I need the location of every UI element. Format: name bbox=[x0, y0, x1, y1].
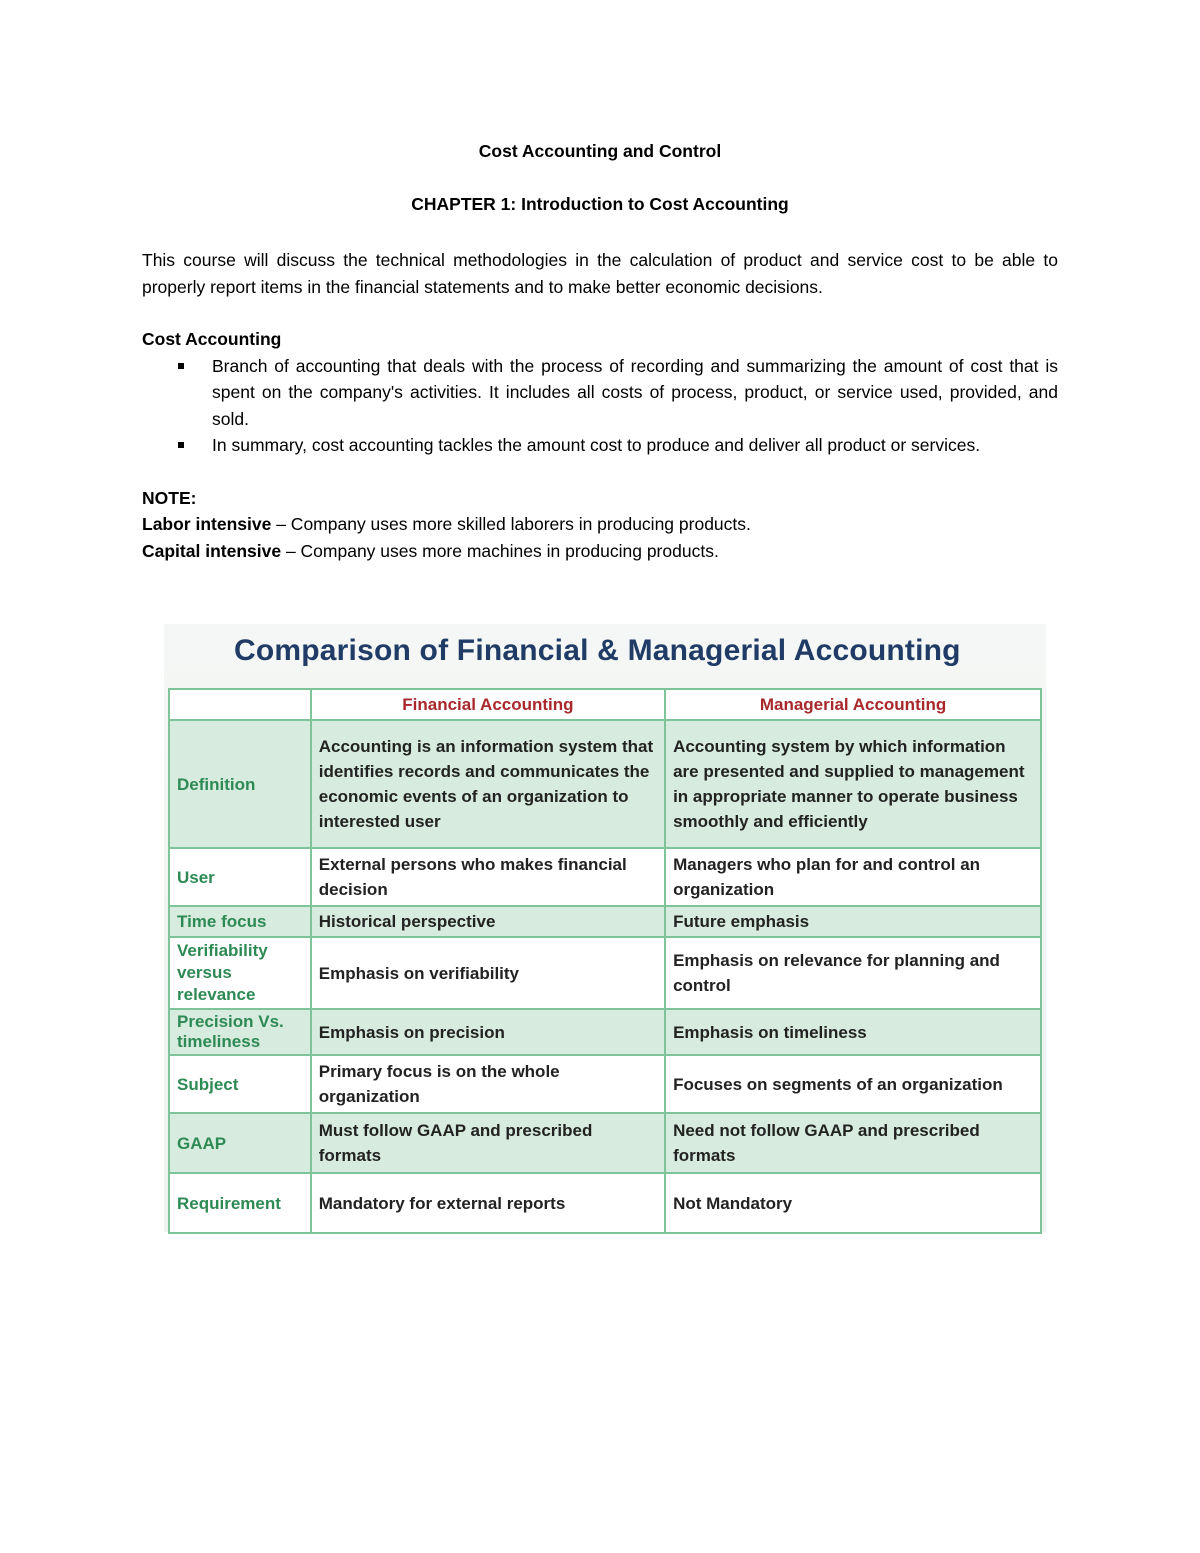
row-label: Precision Vs. timeliness bbox=[169, 1009, 311, 1055]
table-row bbox=[169, 906, 1041, 937]
bullet-text: Branch of accounting that deals with the process of recording and summarizing the amount of cost that is spent on the company's activities. It includes all costs of process, product, or service used, provided, and sold. bbox=[212, 355, 1058, 429]
managerial-cell: Future emphasis bbox=[665, 906, 1041, 937]
row-label: Definition bbox=[169, 720, 311, 848]
comparison-figure bbox=[164, 624, 1046, 1232]
table-row bbox=[169, 1173, 1041, 1233]
table-row bbox=[169, 937, 1041, 1009]
table-row bbox=[169, 1113, 1041, 1173]
managerial-cell: Need not follow GAAP and prescribed formats bbox=[665, 1113, 1041, 1173]
row-label: Subject bbox=[169, 1055, 311, 1113]
row-label: User bbox=[169, 848, 311, 906]
document-title: Cost Accounting and Control bbox=[478, 141, 722, 161]
bullet-list bbox=[142, 353, 1058, 459]
financial-cell: External persons who makes financial decision bbox=[311, 848, 665, 906]
bullet-icon bbox=[178, 363, 184, 369]
managerial-cell: Not Mandatory bbox=[665, 1173, 1041, 1233]
financial-cell: Historical perspective bbox=[311, 906, 665, 937]
table-row bbox=[169, 848, 1041, 906]
list-item bbox=[142, 353, 1058, 433]
managerial-cell: Emphasis on timeliness bbox=[665, 1009, 1041, 1055]
financial-cell: Primary focus is on the whole organization bbox=[311, 1055, 665, 1113]
row-label: Time focus bbox=[169, 906, 311, 937]
comparison-table bbox=[168, 688, 1042, 1234]
list-item bbox=[142, 432, 1058, 459]
figure-title: Comparison of Financial & Managerial Accounting bbox=[234, 634, 961, 667]
note-heading: NOTE: bbox=[142, 487, 197, 508]
managerial-cell: Accounting system by which information are presented and supplied to management in appropriate manner to operate business smoothly and efficiently bbox=[665, 720, 1041, 848]
row-label: Requirement bbox=[169, 1173, 311, 1233]
managerial-cell: Managers who plan for and control an organization bbox=[665, 848, 1041, 906]
row-label: Verifiability versus relevance bbox=[169, 937, 311, 1009]
note-definition: – Company uses more skilled laborers in producing products. bbox=[271, 514, 751, 534]
managerial-cell: Emphasis on relevance for planning and control bbox=[665, 937, 1041, 1009]
row-label: GAAP bbox=[169, 1113, 311, 1173]
managerial-cell: Focuses on segments of an organization bbox=[665, 1055, 1041, 1113]
table-row bbox=[169, 1055, 1041, 1113]
header-blank-cell bbox=[169, 689, 311, 720]
chapter-heading: CHAPTER 1: Introduction to Cost Accounting bbox=[411, 194, 789, 214]
financial-cell: Accounting is an information system that identifies records and communicates the economic events of an organization to interested user bbox=[311, 720, 665, 848]
document-body bbox=[142, 247, 1058, 564]
note-capital-intensive bbox=[142, 538, 1058, 565]
table-row bbox=[169, 1009, 1041, 1055]
financial-cell: Must follow GAAP and prescribed formats bbox=[311, 1113, 665, 1173]
note-definition: – Company uses more machines in producing products. bbox=[281, 540, 719, 561]
note-term: Capital intensive bbox=[142, 540, 282, 561]
note-term: Labor intensive bbox=[142, 514, 272, 534]
table-header-row bbox=[169, 689, 1041, 720]
header-managerial: Managerial Accounting bbox=[665, 689, 1041, 720]
header-financial: Financial Accounting bbox=[311, 689, 665, 720]
financial-cell: Mandatory for external reports bbox=[311, 1173, 665, 1233]
financial-cell: Emphasis on precision bbox=[311, 1009, 665, 1055]
financial-cell: Emphasis on verifiability bbox=[311, 937, 665, 1009]
section-heading: Cost Accounting bbox=[142, 329, 282, 349]
intro-paragraph: This course will discuss the technical methodologies in the calculation of product and service cost to be able to properly report items in the financial statements and to make better economic decisions. bbox=[142, 250, 1058, 297]
table-row bbox=[169, 720, 1041, 848]
note-labor-intensive bbox=[142, 511, 1058, 538]
bullet-icon bbox=[178, 442, 184, 448]
bullet-text: In summary, cost accounting tackles the amount cost to produce and deliver all product or services. bbox=[212, 435, 981, 455]
